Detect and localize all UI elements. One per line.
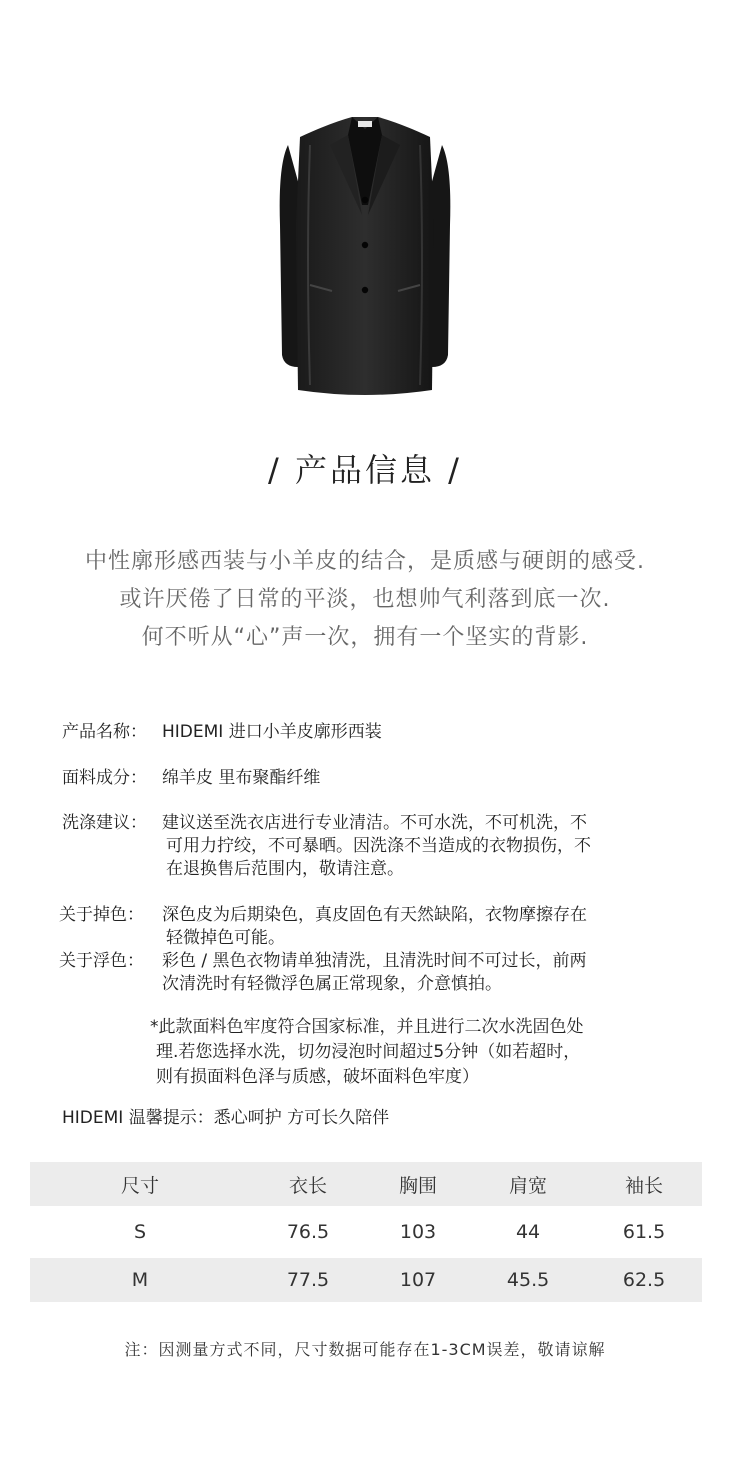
spec-fade-line-1: 深色皮为后期染色，真皮固色有天然缺陷，衣物摩擦存在 — [162, 905, 587, 925]
spec-label: 洗涤建议： — [62, 813, 147, 833]
measurement-footnote: 注：因测量方式不同，尺寸数据可能存在1-3CM误差，敬请谅解 — [124, 1340, 606, 1359]
intro-text — [0, 543, 730, 657]
spec-float-line-2: 次清洗时有轻微浮色属正常现象，介意慎拍。 — [162, 974, 502, 994]
cell-shoulder: 45.5 — [506, 1269, 550, 1291]
header-shoulder: 肩宽 — [509, 1174, 548, 1197]
spec-label: 产品名称： — [62, 722, 147, 742]
cell-chest: 103 — [399, 1221, 437, 1243]
spec-value: HIDEMI 进口小羊皮廓形西装 — [162, 722, 382, 742]
size-table-header — [30, 1162, 702, 1206]
spec-fade-line-2: 轻微掉色可能。 — [166, 928, 285, 948]
header-length: 衣长 — [288, 1174, 327, 1197]
care-tip: HIDEMI 温馨提示：悉心呵护 方可长久陪伴 — [62, 1108, 390, 1128]
cell-size: M — [131, 1269, 149, 1291]
size-table — [30, 1162, 702, 1302]
spec-label: 关于浮色： — [59, 951, 144, 971]
header-chest: 胸围 — [399, 1174, 438, 1197]
cell-sleeve: 62.5 — [622, 1269, 666, 1291]
spec-label: 面料成分： — [62, 768, 147, 788]
cell-chest: 107 — [399, 1269, 437, 1291]
product-hero — [0, 0, 730, 420]
intro-line-3: 何不听从“心”声一次，拥有一个坚实的背影. — [141, 625, 589, 650]
cell-length: 77.5 — [286, 1269, 330, 1291]
table-row — [30, 1206, 702, 1258]
note-line-1: *此款面料色牢度符合国家标准，并且进行二次水洗固色处 — [150, 1017, 584, 1037]
spec-wash-line-3: 在退换售后范围内，敬请注意。 — [166, 859, 404, 879]
intro-line-1: 中性廓形感西装与小羊皮的结合，是质感与硬朗的感受. — [85, 549, 645, 574]
spec-wash-line-1: 建议送至洗衣店进行专业清洁。不可水洗，不可机洗，不 — [162, 813, 587, 833]
intro-line-2: 或许厌倦了日常的平淡，也想帅气利落到底一次. — [119, 587, 611, 612]
note-line-3: 则有损面料色泽与质感，破坏面料色牢度） — [156, 1067, 479, 1087]
spec-float-line-1: 彩色 / 黑色衣物请单独清洗，且清洗时间不可过长，前两 — [162, 951, 587, 971]
product-info-title: / 产品信息 / — [268, 451, 462, 489]
spec-wash-line-2: 可用力拧绞，不可暴晒。因洗涤不当造成的衣物损伤，不 — [166, 836, 591, 856]
note-line-2: 理.若您选择水洗，切勿浸泡时间超过5分钟（如若超时， — [156, 1042, 581, 1062]
colorfastness-note — [150, 1015, 670, 1090]
spec-value: 绵羊皮 里布聚酯纤维 — [162, 768, 321, 788]
spec-label: 关于掉色： — [59, 905, 144, 925]
cell-shoulder: 44 — [515, 1221, 541, 1243]
table-row — [30, 1258, 702, 1302]
header-sleeve: 袖长 — [625, 1174, 664, 1197]
cell-sleeve: 61.5 — [622, 1221, 666, 1243]
cell-length: 76.5 — [286, 1221, 330, 1243]
cell-size: S — [133, 1221, 147, 1243]
header-size: 尺寸 — [120, 1174, 159, 1197]
black-leather-blazer-image — [270, 105, 460, 400]
